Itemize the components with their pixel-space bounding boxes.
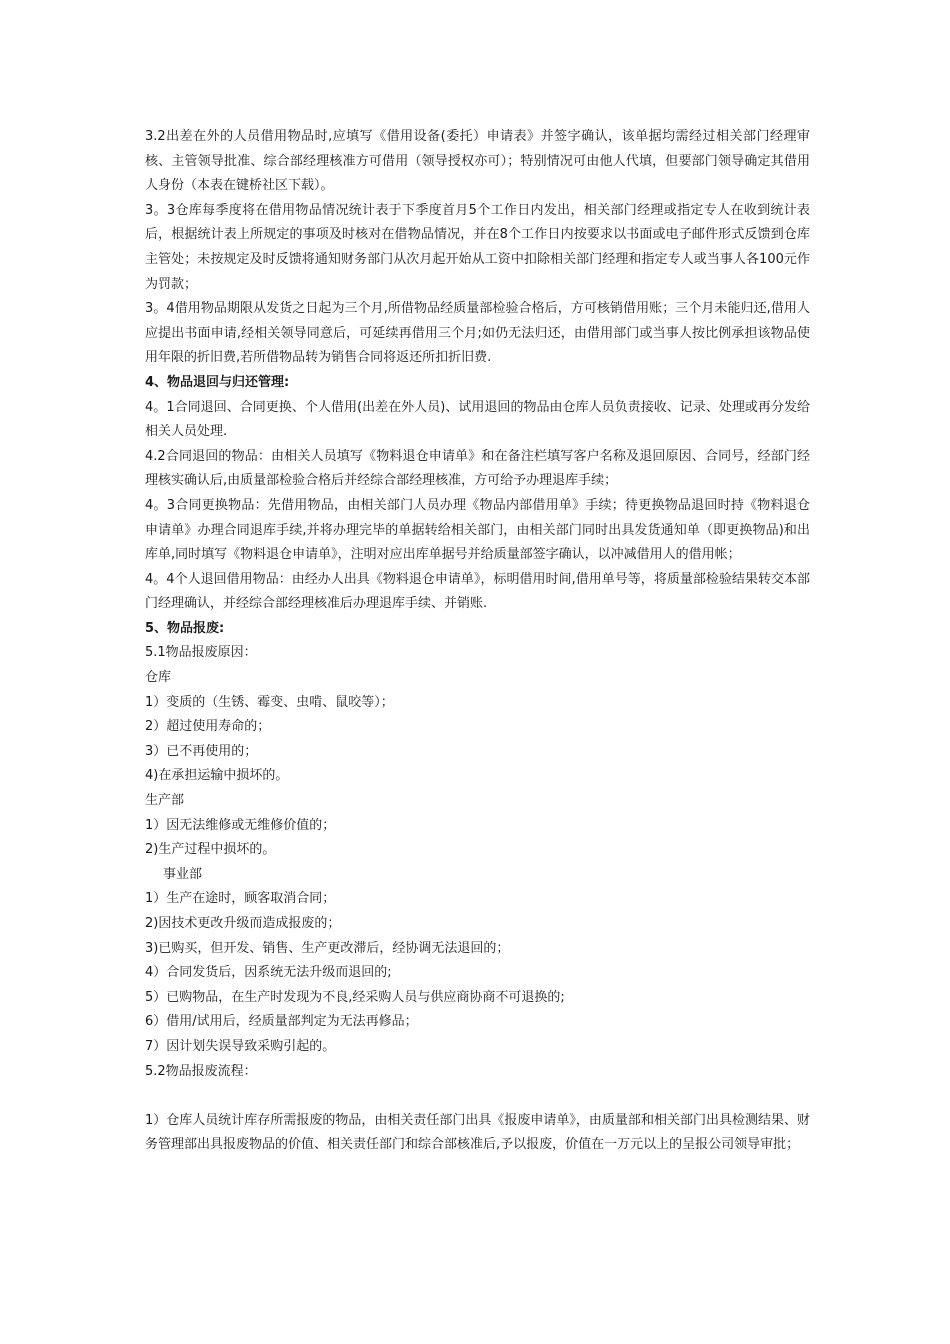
paragraph-3-2: 3.2出差在外的人员借用物品时,应填写《借用设备(委托）申请表》并签字确认，该单据均需经过相关部门经理审核、主管领导批准、综合部经理核准方可借用（领导授权亦可）；特别情况可由他人代填，但要部门领导确定其借用人身份（本表在键桥社区下载）。 [145,129,810,194]
list-item: 4）合同发货后，因系统无法升级而退回的; [145,965,392,981]
production-label: 生产部 [145,793,185,809]
paragraph-3-3: 3。3仓库每季度将在借用物品情况统计表于下季度首月5个工作日内发出，相关部门经理或指定专人在收到统计表后，根据统计表上所规定的事项及时核对在借物品情况，并在8个工作日内按要求以书面或电子邮件形式反馈到仓库主管处；未按规定及时反馈将通知财务部门从次月起开始从工资中扣除相关部门经理和指定专人或当事人各100元作为罚款； [145,202,810,292]
document-page [145,125,810,1158]
list-item: 3)已购买，但开发、销售、生产更改滞后，经协调无法退回的； [145,940,510,956]
list-item: 1）生产在途时，顾客取消合同； [145,891,336,907]
section-5-heading: 5、物品报废: [145,620,225,636]
list-item: 4)在承担运输中损坏的。 [145,768,289,784]
paragraph-5-1: 5.1物品报废原因： [145,645,257,661]
list-item: 2）超过使用寿命的； [145,719,271,735]
warehouse-label: 仓库 [145,670,172,686]
paragraph-4-3: 4。3合同更换物品：先借用物品，由相关部门人员办理《物品内部借用单》手续；待更换物品退回时持《物料退仓申请单》办理合同退库手续,并将办理完毕的单据转给相关部门，由相关部门同时出具发货通知单（即更换物品)和出库单,同时填写《物料退仓申请单》，注明对应出库单据号并给质量部签字确认，以冲减借用人的借用帐； [145,497,810,563]
list-item: 5）已购物品，在生产时发现为不良,经采购人员与供应商协商不可退换的; [145,989,565,1005]
blank-line [145,1084,810,1109]
list-item: 1）因无法维修或无维修价值的； [145,817,336,833]
paragraph-4-2: 4.2合同退回的物品：由相关人员填写《物料退仓申请单》和在备注栏填写客户名称及退回原因、合同号，经部门经理核实确认后,由质量部检验合格后并经综合部经理核准，方可给予办理退库手续； [145,448,810,489]
list-item: 2)因技术更改升级而造成报废的； [145,916,341,931]
list-item: 2)生产过程中损坏的。 [145,842,276,858]
paragraph-4-1: 4。1合同退回、合同更换、个人借用(出差在外人员)、试用退回的物品由仓库人员负责接收、记录、处理或再分发给相关人员处理. [145,399,810,440]
list-item: 6）借用/试用后，经质量部判定为无法再修品； [145,1014,418,1030]
section-4-heading: 4、物品退回与归还管理: [145,374,290,390]
business-label: 事业部 [163,866,203,882]
paragraph-4-4: 4。4个人退回借用物品：由经办人出具《物料退仓申请单》，标明借用时间,借用单号等，将质量部检验结果转交本部门经理确认，并经综合部经理核准后办理退库手续、并销账. [145,571,810,612]
paragraph-3-4: 3。4借用物品期限从发货之日起为三个月,所借物品经质量部检验合格后，方可核销借用账；三个月未能归还,借用人应提出书面申请,经相关领导同意后，可延续再借用三个月;如仍无法归还，由借用部门或当事人按比例承担该物品使用年限的折旧费,若所借物品转为销售合同将返还所扣折旧费. [145,301,810,366]
flow-step-1: 1）仓库人员统计库存所需报废的物品，由相关责任部门出具《报废申请单》，由质量部和相关部门出具检测结果、财务管理部出具报废物品的价值、相关责任部门和综合部核准后,予以报废，价值在一万元以上的呈报公司领导审批； [145,1112,810,1153]
list-item: 3）已不再使用的； [145,743,258,759]
list-item: 7）因计划失误导致采购引起的。 [145,1038,336,1054]
list-item: 1）变质的（生锈、霉变、虫啃、鼠咬等）； [145,694,394,710]
paragraph-5-2: 5.2物品报废流程： [145,1063,257,1079]
